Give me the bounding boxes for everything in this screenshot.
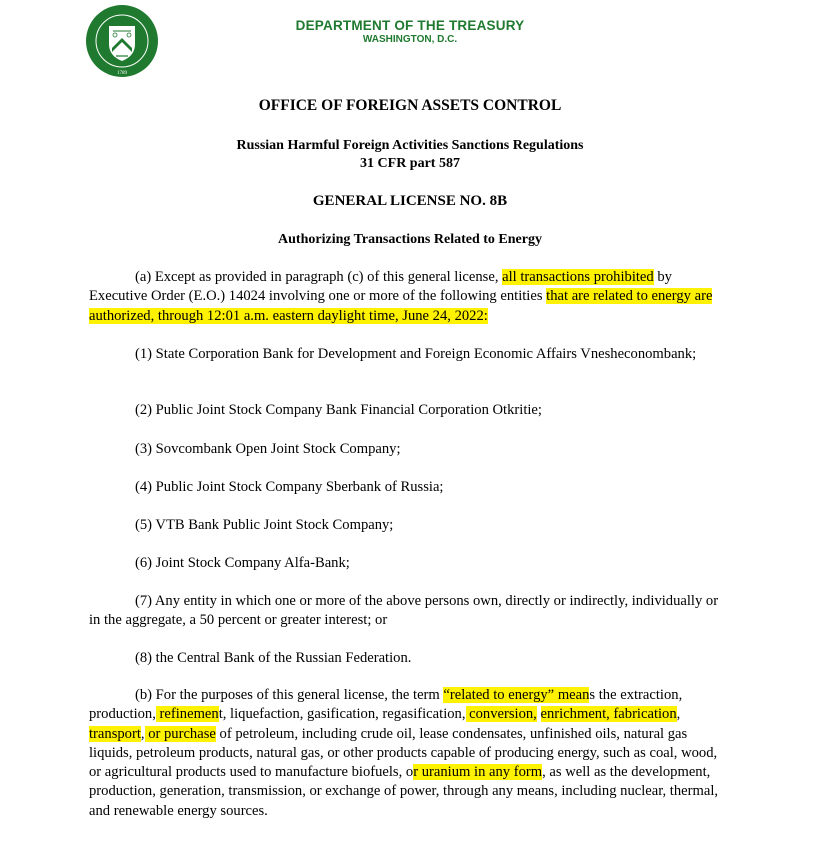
- paragraph-b: [89, 686, 729, 821]
- para-b-text: t, liquefaction, gasification, regasification,: [218, 706, 466, 723]
- department-name: DEPARTMENT OF THE TREASURY: [295, 18, 525, 33]
- para-a-text-2: by Executive Order (E.O.) 14024 involving one or more of the following entities: [89, 269, 672, 305]
- paragraph-a: [89, 268, 729, 326]
- para-b-highlight: enrichment, fabrication: [540, 706, 677, 723]
- letterhead: [250, 18, 570, 45]
- license-number: GENERAL LICENSE NO. 8B: [312, 193, 508, 209]
- entity-item: (2) Public Joint Stock Company Bank Financial Corporation Otkritie;: [135, 402, 542, 418]
- treasury-seal-icon: [85, 4, 159, 78]
- entity-item: (1) State Corporation Bank for Development and Foreign Economic Affairs Vnesheconombank;: [135, 346, 697, 362]
- para-a-highlight-2: that are related to energy are authorized, through 12:01 a.m. eastern daylight time, June 24, 2022:: [89, 288, 713, 324]
- para-b-text: (b) For the purposes of this general license, the term: [135, 687, 444, 703]
- para-b-text: of petroleum, including crude oil, lease condensates, unfinished oils, natural gas liquids, petroleum products, natural gas, or other products capable of producing energy, such as coal, wood, or agricultural products used to manufacture biofuels, o: [89, 725, 718, 781]
- para-b-highlight: r uranium in any form: [413, 764, 543, 781]
- para-b-highlight: refinemen: [155, 706, 219, 723]
- para-b-highlight: transport: [89, 725, 141, 742]
- para-b-text: s the extraction, production,: [89, 687, 683, 723]
- entity-item: (8) the Central Bank of the Russian Federation.: [135, 650, 412, 666]
- para-a-highlight-1: all transactions prohibited: [502, 269, 654, 285]
- license-subject: Authorizing Transactions Related to Energy: [278, 232, 542, 247]
- para-b-highlight: conversion,: [465, 706, 537, 723]
- seal-year: 1789: [117, 71, 127, 76]
- regulations-title: [90, 137, 730, 173]
- para-b-text: ,: [676, 706, 681, 723]
- entity-item: (3) Sovcombank Open Joint Stock Company;: [135, 441, 401, 457]
- entity-item: (7) Any entity in which one or more of the above persons own, directly or indirectly, individually or in the aggregate, a 50 percent or greater interest; or: [89, 593, 719, 629]
- para-b-text: , as well as the development, production, generation, transmission, or exchange of power, through any means, including nuclear, thermal, and renewable energy sources.: [89, 764, 719, 819]
- cfr-citation: 31 CFR part 587: [360, 156, 460, 171]
- entity-item: (4) Public Joint Stock Company Sberbank of Russia;: [135, 479, 444, 495]
- para-b-highlight: or purchase: [144, 725, 216, 742]
- entity-item: (6) Joint Stock Company Alfa-Bank;: [135, 555, 350, 571]
- para-b-highlight: “related to energy” mean: [443, 687, 590, 703]
- office-title: OFFICE OF FOREIGN ASSETS CONTROL: [258, 97, 562, 114]
- regulations-name: Russian Harmful Foreign Activities Sanctions Regulations: [236, 138, 584, 153]
- department-city: WASHINGTON, D.C.: [362, 34, 458, 45]
- para-b-text: [537, 706, 541, 722]
- para-b-text: ,: [140, 725, 145, 742]
- para-a-text-1: (a) Except as provided in paragraph (c) of this general license,: [135, 269, 503, 285]
- entity-item: (5) VTB Bank Public Joint Stock Company;: [135, 517, 394, 533]
